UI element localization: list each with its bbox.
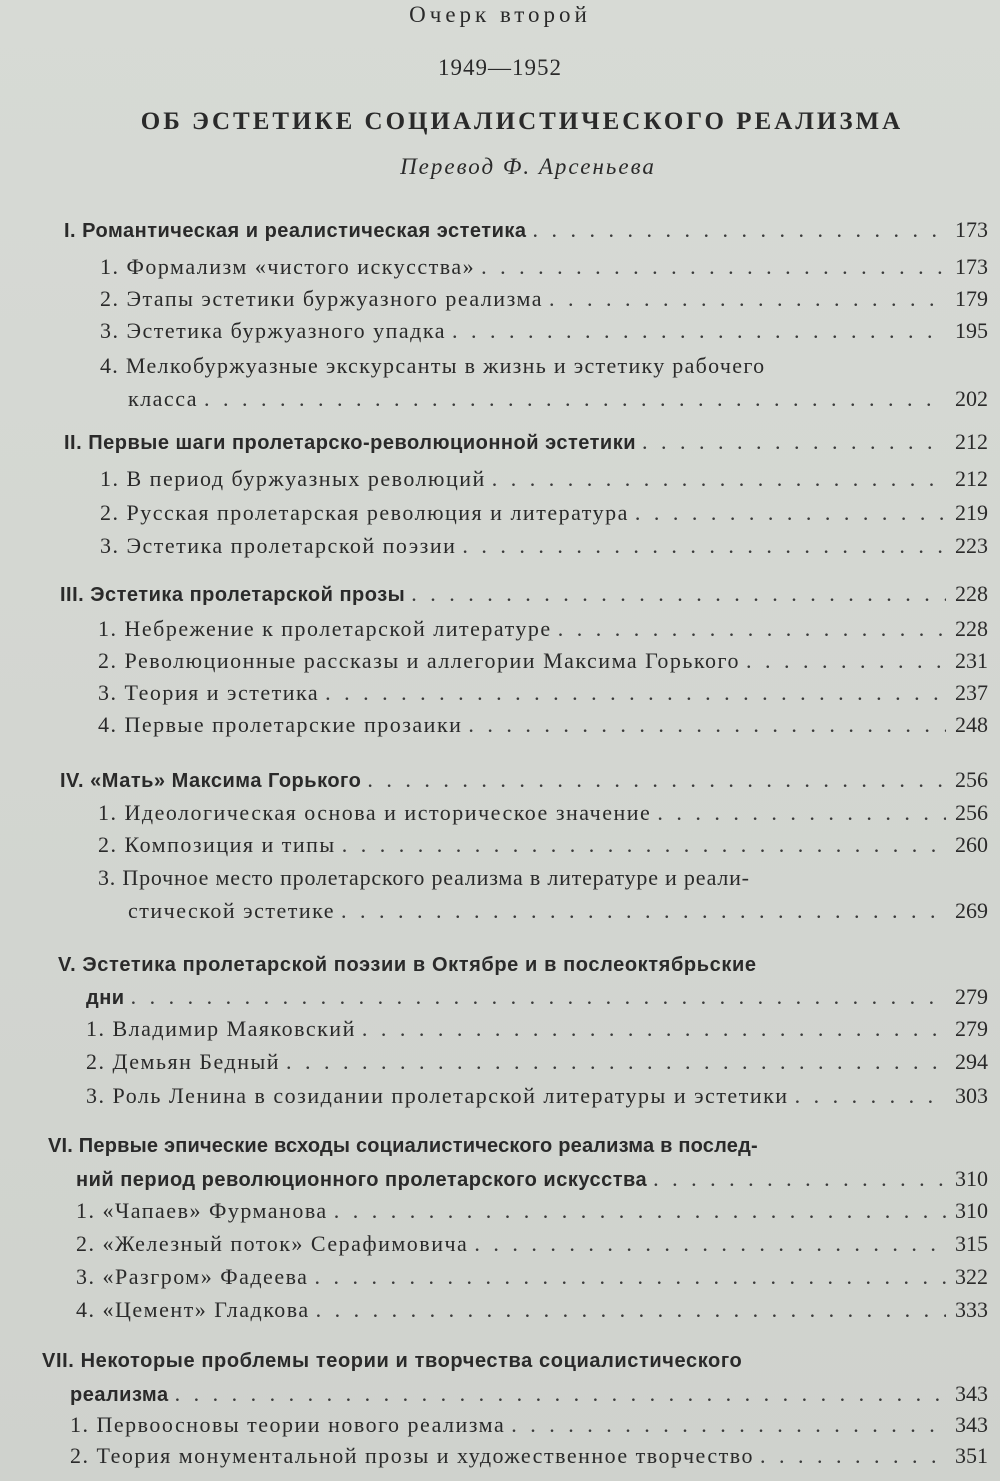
toc-page-number: 294 bbox=[955, 1049, 988, 1074]
toc-page-number: 173 bbox=[955, 254, 988, 279]
toc-page-number: 219 bbox=[955, 500, 988, 525]
toc-page-number: 279 bbox=[955, 1016, 988, 1041]
toc-page-number: 173 bbox=[955, 217, 988, 242]
toc-section bbox=[76, 1228, 988, 1259]
toc-section bbox=[76, 1261, 988, 1292]
essay-title: ОБ ЭСТЕТИКЕ СОЦИАЛИСТИЧЕСКОГО РЕАЛИЗМА bbox=[140, 108, 904, 135]
toc-page-number: 212 bbox=[955, 466, 988, 491]
toc-section bbox=[76, 1294, 988, 1325]
toc-section-title: 1. Идеологическая основа и историческое значение bbox=[98, 800, 652, 825]
toc-page-number: 228 bbox=[955, 581, 988, 606]
toc-section bbox=[98, 797, 988, 828]
toc-chapter-title-cont: ний период революционного пролетарского искусства bbox=[76, 1169, 648, 1191]
toc-chapter bbox=[76, 1163, 988, 1194]
toc-page-number: 351 bbox=[955, 1443, 988, 1468]
toc-chapter-title-cont: реализма bbox=[70, 1384, 169, 1406]
toc-section-title: 4. Мелкобуржуазные экскурсанты в жизнь и эстетику рабочего bbox=[100, 353, 766, 378]
toc-section-title: 3. Прочное место пролетарского реализма в литературе и реали- bbox=[98, 865, 750, 890]
toc-page-number: 256 bbox=[955, 800, 988, 825]
toc-chapter-title: VI. Первые эпические всходы социалистического реализма в послед- bbox=[48, 1135, 758, 1157]
toc-page-number: 315 bbox=[955, 1231, 988, 1256]
toc-page-number: 303 bbox=[955, 1083, 988, 1108]
toc-section bbox=[98, 829, 988, 860]
toc-section-title: 2. Теория монументальной прозы и художественное творчество bbox=[70, 1443, 754, 1468]
toc-page-number: 343 bbox=[955, 1381, 988, 1406]
toc-section bbox=[86, 1080, 988, 1111]
toc-page-number: 228 bbox=[955, 616, 988, 641]
toc-chapter bbox=[60, 578, 988, 609]
toc-section bbox=[98, 645, 988, 676]
toc-page-number: 310 bbox=[955, 1166, 988, 1191]
toc-section-title-cont: стической эстетике bbox=[128, 898, 336, 923]
toc-section-title: 4. Первые пролетарские прозаики bbox=[98, 712, 463, 737]
toc-section bbox=[86, 1013, 988, 1044]
toc-page-number: 248 bbox=[955, 712, 988, 737]
toc-section bbox=[76, 1195, 988, 1226]
toc-page-number: 343 bbox=[955, 1412, 988, 1437]
toc-section-title: 3. Эстетика буржуазного упадка bbox=[100, 318, 446, 343]
toc-page-number: 310 bbox=[955, 1198, 988, 1223]
toc-section bbox=[128, 383, 988, 414]
toc-chapter-title: IV. «Мать» Максима Горького bbox=[60, 770, 362, 792]
toc-chapter-title: III. Эстетика пролетарской прозы bbox=[60, 584, 406, 606]
toc-section-title: 1. Владимир Маяковский bbox=[86, 1016, 356, 1041]
toc-section-title: 4. «Цемент» Гладкова bbox=[76, 1297, 310, 1322]
toc-section bbox=[70, 1409, 988, 1440]
toc-chapter-title: II. Первые шаги пролетарско-революционной эстетики bbox=[64, 432, 637, 454]
toc-section-title: 2. Композиция и типы bbox=[98, 832, 336, 857]
essay-years: 1949—1952 bbox=[438, 55, 562, 80]
toc-section bbox=[70, 1440, 988, 1471]
toc-chapter bbox=[70, 1378, 988, 1409]
toc-page-number: 179 bbox=[955, 286, 988, 311]
toc-section-title: 1. Формализм «чистого искусства» bbox=[100, 254, 476, 279]
toc-page-number: 237 bbox=[955, 680, 988, 705]
toc-section bbox=[98, 613, 988, 644]
toc-page-number: 333 bbox=[955, 1297, 988, 1322]
toc-section bbox=[128, 895, 988, 926]
toc-section-title-cont: класса bbox=[128, 386, 198, 411]
toc-page-number: 279 bbox=[955, 984, 988, 1009]
toc-section-title: 3. Теория и эстетика bbox=[98, 680, 320, 705]
toc-page-number: 322 bbox=[955, 1264, 988, 1289]
toc-chapter bbox=[64, 214, 988, 245]
toc-section-title: 2. Революционные рассказы и аллегории Максима Горького bbox=[98, 648, 740, 673]
toc-section bbox=[98, 677, 988, 708]
toc-section bbox=[100, 251, 988, 282]
toc-page-number: 260 bbox=[955, 832, 988, 857]
toc-chapter-title: I. Романтическая и реалистическая эстетика bbox=[64, 220, 527, 242]
toc-section-title: 2. Демьян Бедный bbox=[86, 1049, 281, 1074]
toc-section-title: 1. «Чапаев» Фурманова bbox=[76, 1198, 328, 1223]
toc-section-title: 1. Небрежение к пролетарской литературе bbox=[98, 616, 552, 641]
toc-section bbox=[100, 315, 988, 346]
toc-section-title: 2. Русская пролетарская революция и литература bbox=[100, 500, 629, 525]
toc-section-title: 2. «Железный поток» Серафимовича bbox=[76, 1231, 469, 1256]
toc-chapter-title: VII. Некоторые проблемы теории и творчества социалистического bbox=[42, 1350, 743, 1372]
toc-chapter bbox=[64, 426, 988, 457]
toc-page-number: 269 bbox=[955, 898, 988, 923]
toc-section-title: 3. «Разгром» Фадеева bbox=[76, 1264, 309, 1289]
toc-page-number: 223 bbox=[955, 533, 988, 558]
toc-chapter bbox=[60, 764, 988, 795]
toc-section-title: 3. Роль Ленина в созидании пролетарской литературы и эстетики bbox=[86, 1083, 789, 1108]
translator-credit: Перевод Ф. Арсеньева bbox=[400, 154, 656, 179]
toc-chapter-title-cont: дни bbox=[86, 987, 125, 1009]
toc-chapter-title: V. Эстетика пролетарской поэзии в Октябре и в послеоктябрьские bbox=[58, 954, 757, 976]
toc-page-number: 231 bbox=[955, 648, 988, 673]
toc-section bbox=[100, 497, 988, 528]
toc-chapter bbox=[86, 981, 988, 1012]
toc-page-number: 195 bbox=[955, 318, 988, 343]
toc-page-number: 202 bbox=[955, 386, 988, 411]
toc-section-title: 3. Эстетика пролетарской поэзии bbox=[100, 533, 457, 558]
toc-section bbox=[100, 530, 988, 561]
toc-section-title: 1. В период буржуазных революций bbox=[100, 466, 486, 491]
toc-section bbox=[100, 463, 988, 494]
toc-section-title: 1. Первоосновы теории нового реализма bbox=[70, 1412, 506, 1437]
toc-page-number: 256 bbox=[955, 767, 988, 792]
toc-section-title: 2. Этапы эстетики буржуазного реализма bbox=[100, 286, 543, 311]
toc-section bbox=[98, 709, 988, 740]
toc-page-number: 212 bbox=[955, 429, 988, 454]
toc-section bbox=[100, 283, 988, 314]
essay-label: Очерк второй bbox=[409, 2, 591, 27]
toc-section bbox=[86, 1046, 988, 1077]
